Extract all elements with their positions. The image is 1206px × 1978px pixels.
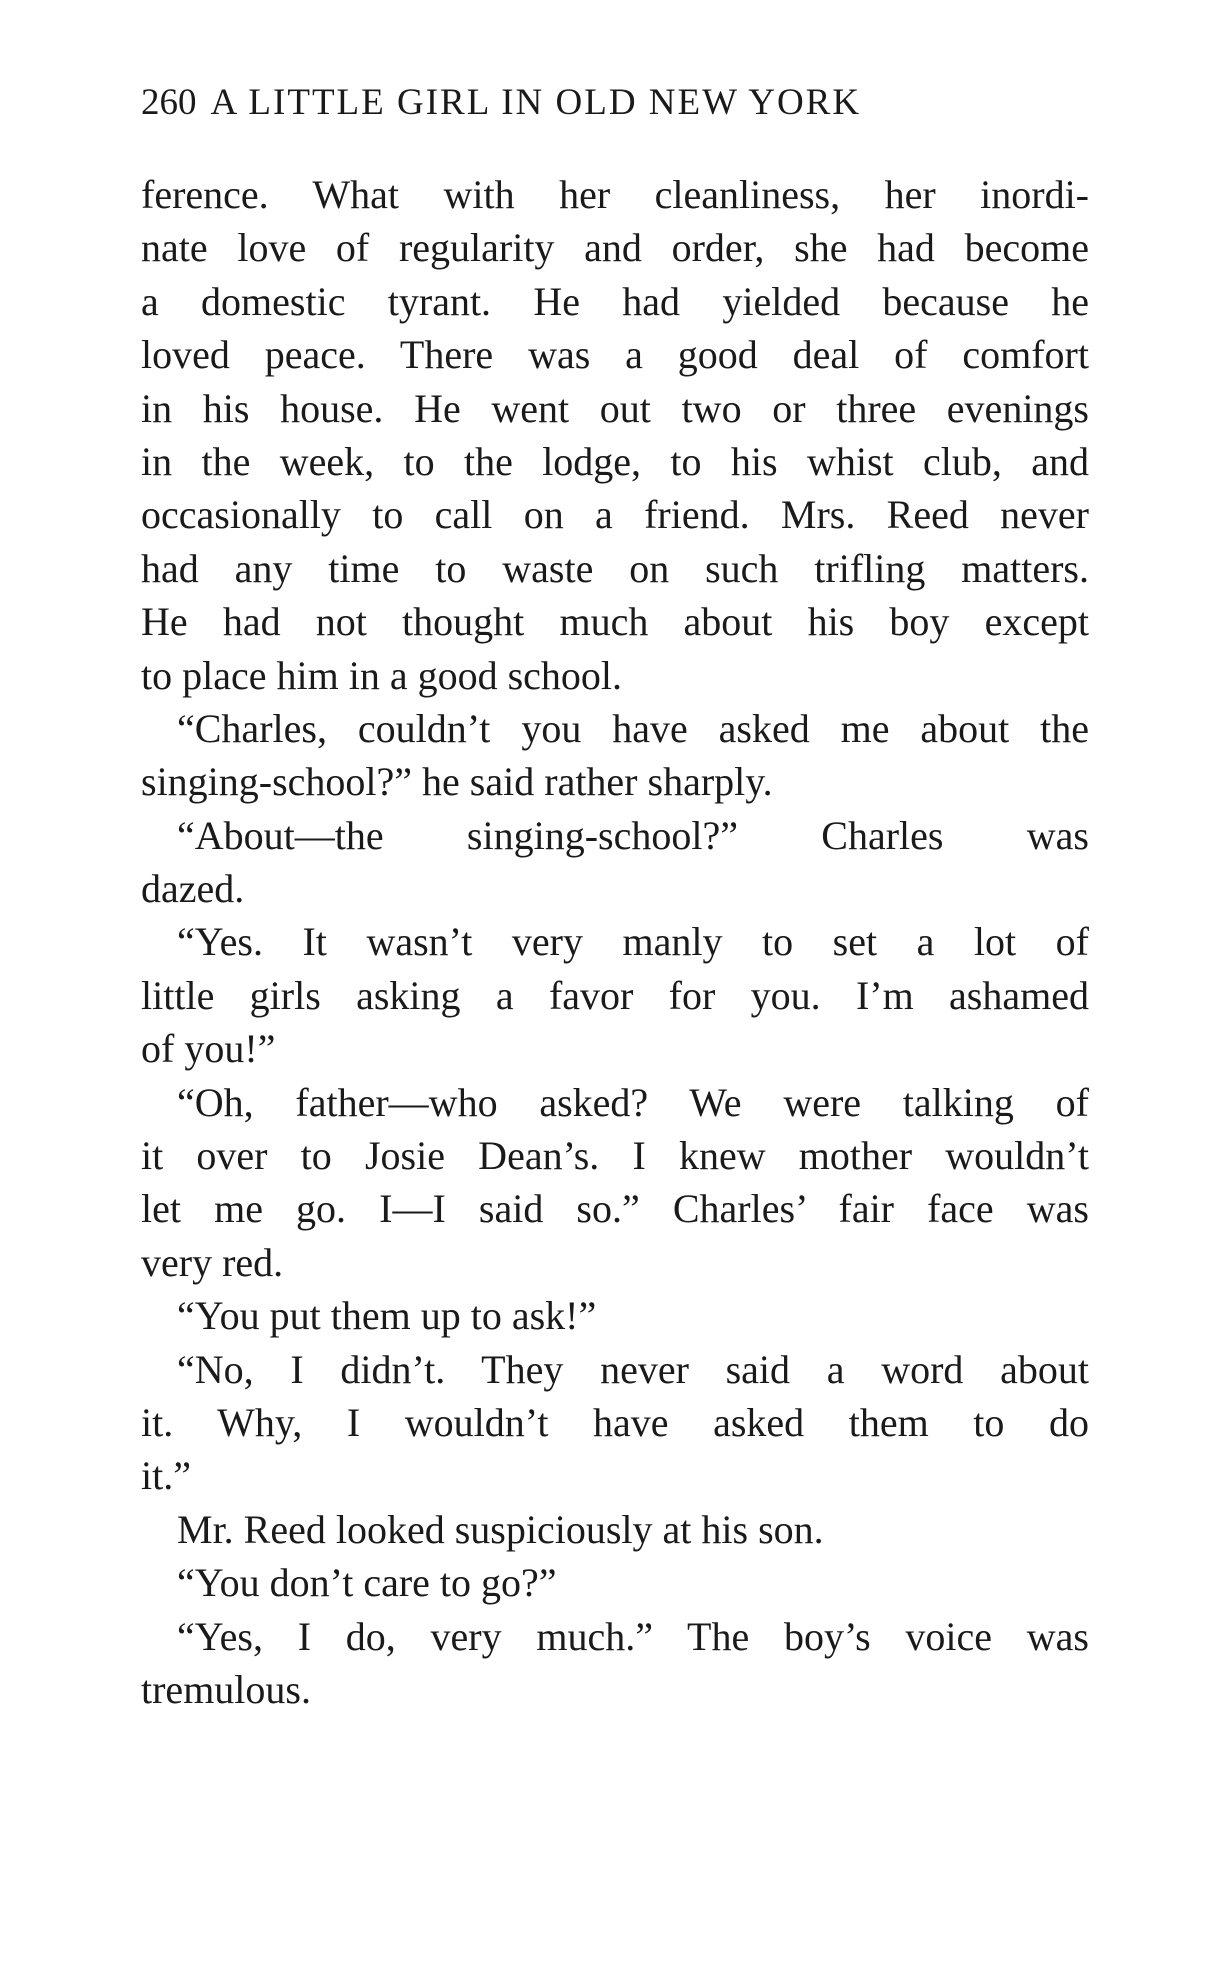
text-line: of you!” [141,1026,276,1072]
text-line: “Oh, father—who asked? We were talking of [177,1079,1089,1125]
text-line: He had not thought much about his boy except [141,599,1089,645]
text-line: ference. What with her cleanliness, her inordi- [141,172,1089,217]
text-line: to place him in a good school. [141,652,623,698]
text-line: “You put them up to ask!” [177,1293,597,1339]
text-line: “Yes, I do, very much.” The boy’s voice was [177,1613,1089,1659]
running-title: A LITTLE GIRL IN OLD NEW YORK [210,82,862,123]
body-text [141,168,1089,1716]
text-line: singing-school?” he said rather sharply. [141,759,773,805]
running-header [141,78,1001,128]
text-line: very red. [141,1239,284,1285]
text-line: “Charles, couldn’t you have asked me about the [177,705,1089,751]
text-line: in the week, to the lodge, to his whist club, and [141,438,1089,484]
text-line: loved peace. There was a good deal of comfort [141,332,1089,378]
text-line: occasionally to call on a friend. Mrs. Reed never [141,492,1089,538]
text-line: Mr. Reed looked suspiciously at his son. [177,1506,824,1552]
text-line: let me go. I—I said so.” Charles’ fair face was [141,1186,1089,1232]
text-line: little girls asking a favor for you. I’m ashamed [141,972,1089,1018]
text-line: “You don’t care to go?” [177,1560,557,1606]
text-line: it over to Josie Dean’s. I knew mother wouldn’t [141,1133,1089,1179]
text-line: a domestic tyrant. He had yielded because he [141,278,1089,324]
text-line: “About—the singing-school?” Charles was [177,812,1089,858]
text-line: “No, I didn’t. They never said a word about [177,1346,1089,1392]
text-line: nate love of regularity and order, she had become [141,225,1089,271]
text-line: dazed. [141,866,245,912]
text-line: “Yes. It wasn’t very manly to set a lot of [177,919,1089,965]
text-line: it.” [141,1453,191,1499]
page-number: 260 [141,82,197,123]
text-line: in his house. He went out two or three evenings [141,385,1089,431]
text-line: it. Why, I wouldn’t have asked them to do [141,1399,1089,1445]
text-line: had any time to waste on such trifling matters. [141,545,1089,591]
text-line: tremulous. [141,1666,311,1712]
